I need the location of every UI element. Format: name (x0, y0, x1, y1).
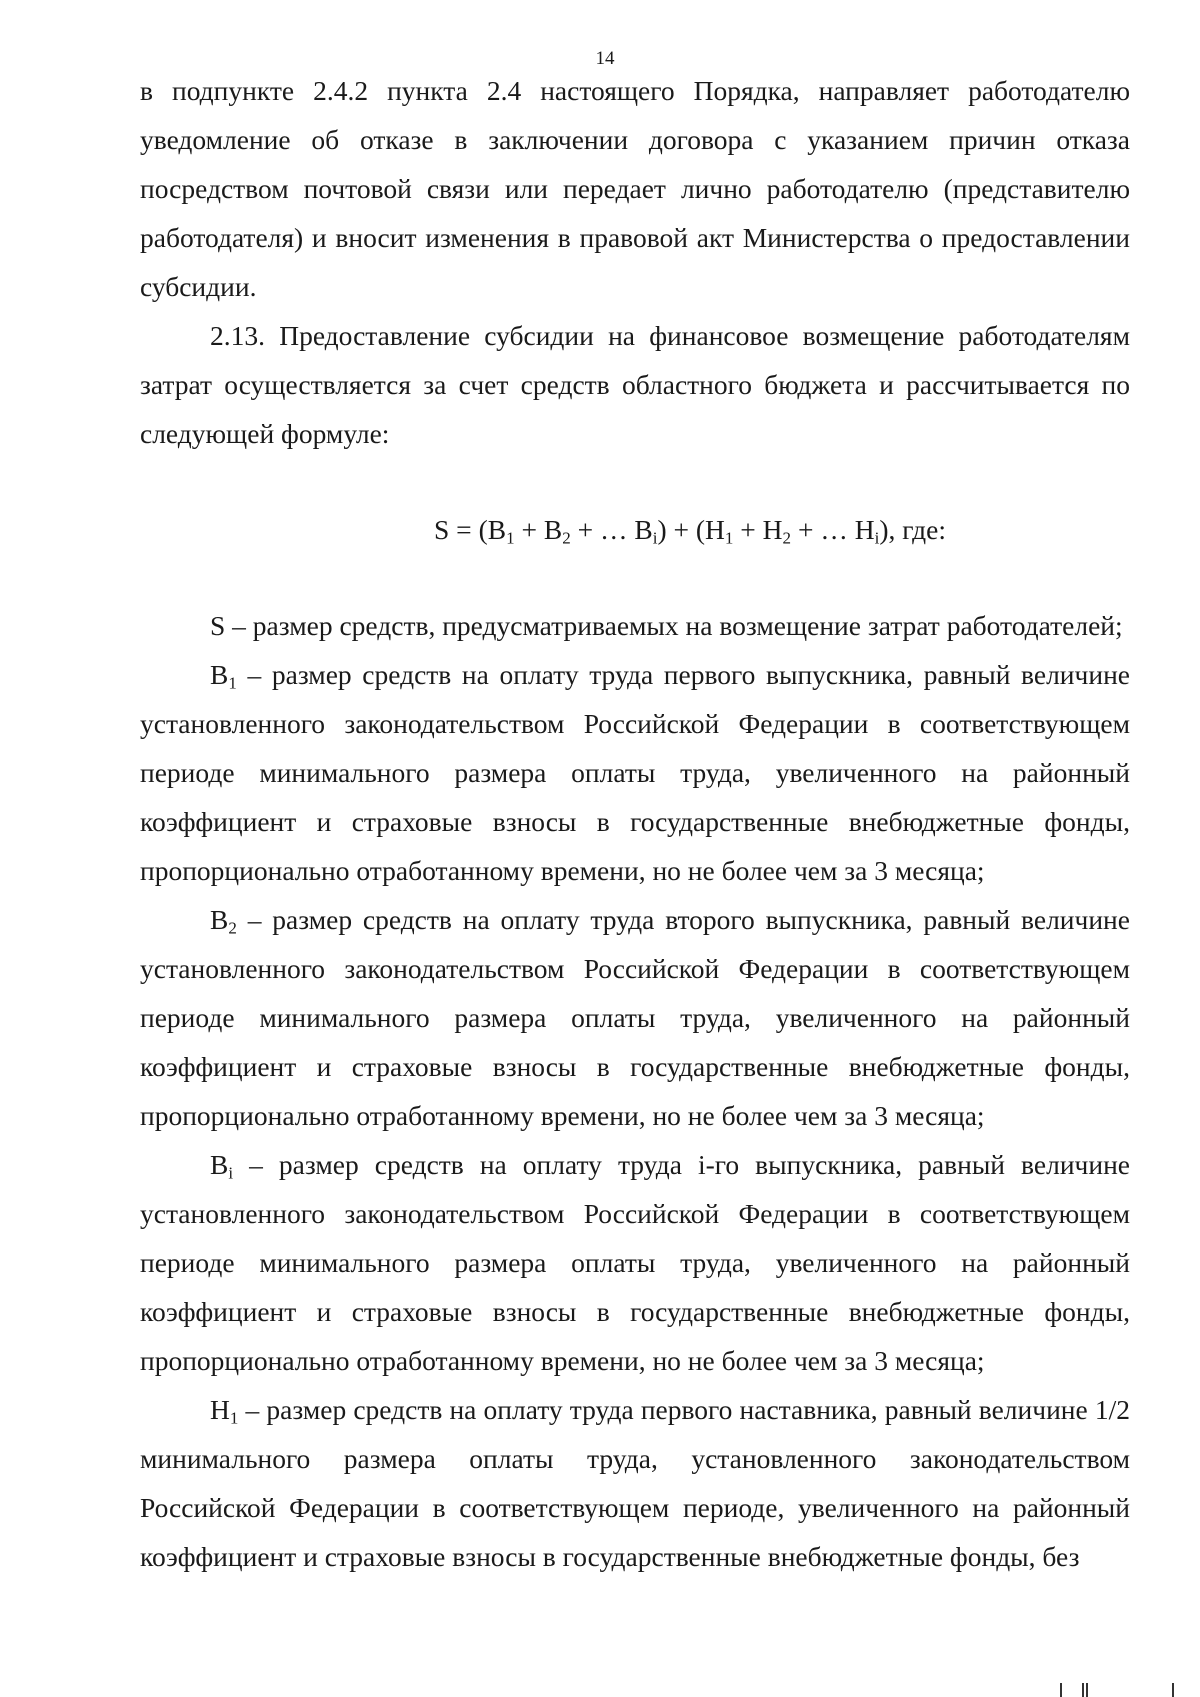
scan-mark (1082, 1683, 1084, 1697)
formula-bi: $В_i$ (634, 514, 658, 548)
definition-s: S – размер средств, предусматриваемых на возмещение затрат работодателей; (210, 610, 1123, 641)
formula-b2: $В_2$ (543, 514, 571, 548)
formula-ellipsis: + … (570, 514, 635, 545)
formula-b1: $В_1$ (487, 514, 515, 548)
page-number: 14 (595, 48, 615, 69)
scan-mark (1060, 1683, 1062, 1697)
paragraph-2-13: 2.13. Предоставление субсидии на финансовое возмещение работодателям затрат осуществляется за счет средств областного бюджета и рассчитывается по следующей формуле: (140, 320, 1130, 449)
definition-b2: $В_2$ – размер средств на оплату труда второго выпускника, равный величине установленного законодательством Российской Федерации в соответствующем периоде минимального размера оплаты труда, увеличенного на районный коэффициент и страховые взносы в государственные внебюджетные фонды, пропорционально отработанному времени, но не более чем за 3 месяца; (140, 904, 1130, 1131)
paragraph-continuation: в подпункте 2.4.2 пункта 2.4 настоящего Порядка, направляет работодателю уведомление об отказе в заключении договора с указанием причин отказа посредством почтовой связи или передает лично работодателю (представителю работодателя) и вносит изменения в правовой акт Министерства о предоставлении субсидии. (140, 75, 1130, 302)
definition-h1: $Н_1$ – размер средств на оплату труда первого наставника, равный величине 1/2 минимального размера оплаты труда, установленного законодательством Российской Федерации в соответствующем периоде, увеличенного на районный коэффициент и страховые взносы в государственные внебюджетные фонды, без (140, 1394, 1130, 1572)
formula-plus: + (733, 514, 763, 545)
formula-lhs: S = ( (434, 514, 488, 545)
definition-bi: $В_i$ – размер средств на оплату труда i-го выпускника, равный величине установленного законодательством Российской Федерации в соответствующем периоде минимального размера оплаты труда, увеличенного на районный коэффициент и страховые взносы в государственные внебюджетные фонды, пропорционально отработанному времени, но не более чем за 3 месяца; (140, 1149, 1130, 1376)
document-body (140, 66, 1130, 1581)
formula-mid: ) + ( (657, 514, 706, 545)
formula-ellipsis: + … (791, 514, 855, 545)
scan-mark (1086, 1683, 1088, 1697)
formula-tail: ), где: (879, 514, 946, 545)
definition-b1: $В_1$ – размер средств на оплату труда первого выпускника, равный величине установленного законодательством Российской Федерации в соответствующем периоде минимального размера оплаты труда, увеличенного на районный коэффициент и страховые взносы в государственные внебюджетные фонды, пропорционально отработанному времени, но не более чем за 3 месяца; (140, 659, 1130, 886)
formula-h2: $Н_2$ (762, 514, 792, 548)
formula-h1: $Н_1$ (705, 514, 734, 548)
formula (140, 505, 1130, 554)
formula-hi: $Н_i$ (854, 514, 880, 548)
scan-mark (1172, 1683, 1174, 1697)
formula-plus: + (514, 514, 544, 545)
